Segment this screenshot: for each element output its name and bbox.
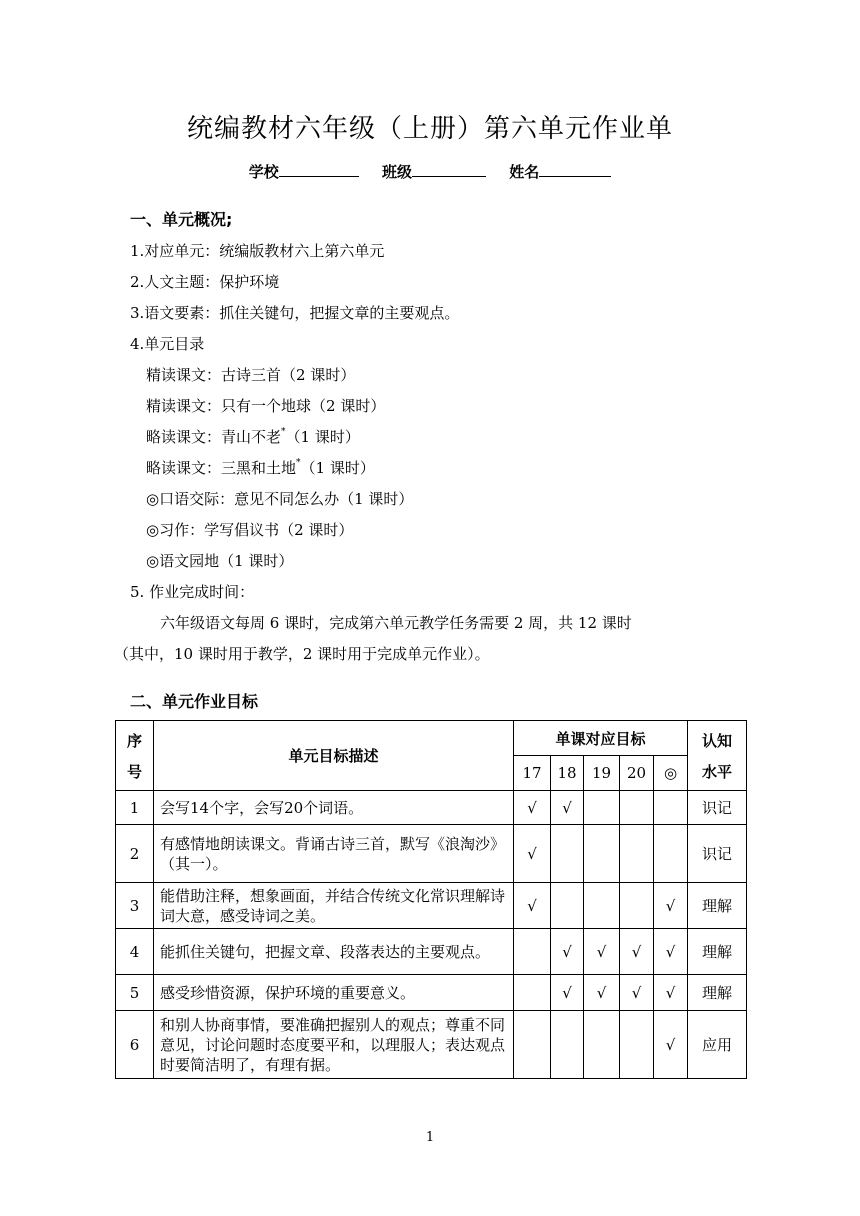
lesson-header: 20	[620, 756, 654, 791]
name-field[interactable]	[539, 160, 611, 177]
check-cell	[514, 975, 551, 1011]
level-cell: 理解	[688, 883, 747, 929]
desc-header: 单元目标描述	[154, 721, 514, 791]
table-row	[116, 975, 747, 1011]
check-cell	[551, 825, 584, 883]
name-label: 姓名	[509, 163, 540, 181]
check-cell	[584, 883, 620, 929]
cognition-header: 认知 水平	[688, 721, 747, 791]
page-number: 1	[425, 1130, 435, 1145]
check-cell: √	[551, 975, 584, 1011]
check-cell: √	[654, 929, 688, 975]
unit-overview	[114, 238, 750, 672]
check-cell	[620, 883, 654, 929]
desc-cell: 感受珍惜资源，保护环境的重要意义。	[154, 975, 514, 1011]
check-cell: √	[654, 883, 688, 929]
check-cell: √	[584, 929, 620, 975]
seq-cell: 3	[116, 883, 154, 929]
class-field[interactable]	[412, 160, 486, 177]
line-unit: 1.对应单元：统编版教材六上第六单元	[130, 242, 385, 260]
seq-cell: 6	[116, 1011, 154, 1079]
seq-cell: 5	[116, 975, 154, 1011]
catalog-item: ◎语文园地（1 课时）	[146, 552, 294, 570]
check-cell	[584, 791, 620, 825]
catalog-item: 精读课文：古诗三首（2 课时）	[146, 366, 356, 384]
catalog-item: ◎口语交际：意见不同怎么办（1 课时）	[146, 490, 414, 508]
level-cell: 理解	[688, 975, 747, 1011]
desc-cell: 和别人协商事情，要准确把握别人的观点；尊重不同意见，讨论问题时态度要平和，以理服人；表达观点时要简洁明了，有理有据。	[154, 1011, 514, 1079]
seq-cell: 1	[116, 791, 154, 825]
desc-cell: 有感情地朗读课文。背诵古诗三首，默写《浪淘沙》（其一）。	[154, 825, 514, 883]
check-cell	[654, 791, 688, 825]
level-cell: 识记	[688, 825, 747, 883]
lesson-header: ◎	[654, 756, 688, 791]
check-cell	[584, 1011, 620, 1079]
table-row	[116, 791, 747, 825]
goals-table	[115, 720, 747, 1079]
check-cell: √	[654, 1011, 688, 1079]
catalog-item: 略读课文：三黑和土地*（1 课时）	[146, 458, 375, 477]
section1-heading: 一、单元概况;	[130, 210, 233, 229]
star-mark: *	[296, 458, 301, 468]
check-cell: √	[584, 975, 620, 1011]
lesson-header: 18	[551, 756, 584, 791]
check-cell	[620, 825, 654, 883]
check-cell: √	[551, 791, 584, 825]
line-time: 5. 作业完成时间：	[130, 583, 255, 601]
check-cell: √	[514, 825, 551, 883]
check-cell	[654, 825, 688, 883]
level-cell: 理解	[688, 929, 747, 975]
check-cell: √	[514, 883, 551, 929]
check-cell	[584, 825, 620, 883]
page-title: 统编教材六年级（上册）第六单元作业单	[186, 114, 673, 144]
lesson-header: 19	[584, 756, 620, 791]
school-field[interactable]	[279, 160, 359, 177]
time-paragraph: 六年级语文每周 6 课时，完成第六单元教学任务需要 2 周，共 12 课时	[160, 614, 632, 632]
line-element: 3.语文要素：抓住关键句，把握文章的主要观点。	[130, 304, 460, 322]
desc-cell: 能抓住关键句，把握文章、段落表达的主要观点。	[154, 929, 514, 975]
seq-header: 序 号	[116, 721, 154, 791]
catalog-item: 精读课文：只有一个地球（2 课时）	[146, 397, 386, 415]
check-cell	[551, 883, 584, 929]
check-cell: √	[514, 791, 551, 825]
check-cell: √	[620, 975, 654, 1011]
check-cell: √	[551, 929, 584, 975]
class-label: 班级	[381, 163, 412, 181]
catalog-item: ◎习作：学写倡议书（2 课时）	[146, 521, 354, 539]
seq-cell: 2	[116, 825, 154, 883]
check-cell: √	[654, 975, 688, 1011]
table-row	[116, 825, 747, 883]
school-label: 学校	[248, 163, 279, 181]
check-cell	[620, 1011, 654, 1079]
table-row	[116, 883, 747, 929]
check-cell: √	[620, 929, 654, 975]
level-cell: 识记	[688, 791, 747, 825]
check-cell	[514, 929, 551, 975]
desc-cell: 会写14个字，会写20个词语。	[154, 791, 514, 825]
level-cell: 应用	[688, 1011, 747, 1079]
star-mark: *	[281, 427, 286, 437]
lesson-header: 17	[514, 756, 551, 791]
seq-cell: 4	[116, 929, 154, 975]
table-row	[116, 929, 747, 975]
lesson-group-header: 单课对应目标	[514, 721, 688, 756]
student-info-line	[0, 160, 860, 182]
check-cell	[551, 1011, 584, 1079]
desc-cell: 能借助注释，想象画面，并结合传统文化常识理解诗词大意，感受诗词之美。	[154, 883, 514, 929]
catalog-item: 略读课文：青山不老*（1 课时）	[146, 427, 360, 446]
line-theme: 2.人文主题：保护环境	[130, 273, 280, 291]
time-paragraph-cont: （其中，10 课时用于教学，2 课时用于完成单元作业）。	[114, 645, 490, 663]
check-cell	[620, 791, 654, 825]
section2-heading: 二、单元作业目标	[130, 692, 259, 711]
check-cell	[514, 1011, 551, 1079]
table-row	[116, 1011, 747, 1079]
line-catalog: 4.单元目录	[130, 335, 205, 353]
